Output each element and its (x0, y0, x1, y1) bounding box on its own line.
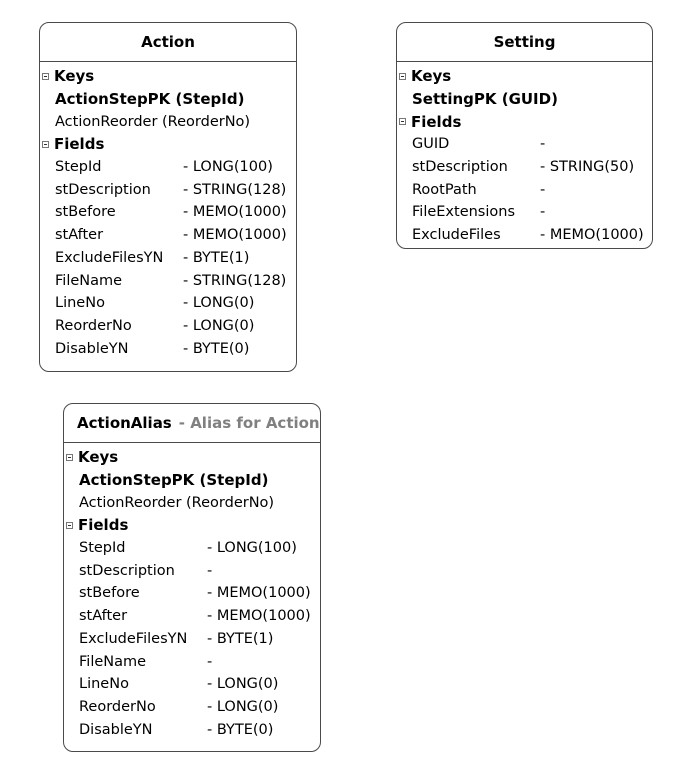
field-name: FileName (55, 272, 123, 289)
field-name: DisableYN (79, 721, 153, 738)
fields-section-header[interactable] (397, 110, 652, 133)
field-row (40, 247, 296, 270)
field-type: - LONG(0) (207, 698, 279, 715)
field-row (40, 315, 296, 338)
field-name: StepId (79, 540, 126, 557)
section-label: Keys (54, 67, 95, 86)
field-name: StepId (55, 159, 102, 176)
field-type: - MEMO(1000) (207, 585, 311, 602)
field-row (64, 696, 320, 719)
field-type: - MEMO(1000) (207, 608, 311, 625)
entity-header (397, 23, 652, 62)
field-row (64, 718, 320, 741)
field-name: stAfter (55, 227, 104, 244)
keys-section-header[interactable] (397, 65, 652, 88)
field-name: LineNo (79, 676, 129, 693)
field-row (397, 201, 652, 224)
field-name: stDescription (412, 159, 508, 176)
entity-title: Setting (493, 33, 556, 51)
section-label: Fields (54, 135, 105, 154)
field-type: - LONG(0) (183, 317, 255, 334)
field-type: - MEMO(1000) (183, 227, 287, 244)
alias-note: - Alias for Action (178, 414, 320, 432)
key-row: ActionStepPK (StepId) (79, 471, 269, 490)
field-row (40, 292, 296, 315)
entity-header (64, 404, 320, 443)
field-row (40, 269, 296, 292)
collapse-icon[interactable] (42, 73, 49, 80)
section-label: Keys (411, 67, 452, 86)
field-row (64, 559, 320, 582)
field-name: FileName (79, 653, 147, 670)
field-name: ReorderNo (79, 698, 156, 715)
field-type: - LONG(0) (183, 295, 255, 312)
fields-section-header[interactable] (64, 514, 320, 537)
field-type: - BYTE(0) (183, 340, 250, 357)
key-row: ActionReorder (ReorderNo) (79, 494, 275, 511)
entity-title: ActionAlias (77, 414, 172, 432)
field-name: stDescription (79, 562, 175, 579)
field-type: - BYTE(0) (207, 721, 274, 738)
field-row (397, 224, 652, 247)
collapse-icon[interactable] (399, 118, 406, 125)
field-row (40, 178, 296, 201)
field-name: RootPath (412, 181, 477, 198)
field-type: - (207, 562, 213, 579)
field-type: - STRING(50) (540, 159, 635, 176)
keys-section-header[interactable] (64, 446, 320, 469)
field-type: - LONG(0) (207, 676, 279, 693)
collapse-icon[interactable] (66, 454, 73, 461)
collapse-icon[interactable] (42, 141, 49, 148)
key-row: SettingPK (GUID) (412, 90, 558, 109)
collapse-icon[interactable] (399, 73, 406, 80)
field-name: FileExtensions (412, 204, 516, 221)
entity-title: Action (141, 33, 195, 51)
field-name: ReorderNo (55, 317, 132, 334)
field-row (397, 156, 652, 179)
field-row (64, 673, 320, 696)
field-type: - (540, 204, 546, 221)
field-row (40, 201, 296, 224)
field-type: - LONG(100) (183, 159, 273, 176)
field-name: ExcludeFilesYN (55, 249, 164, 266)
field-type: - MEMO(1000) (183, 204, 287, 221)
field-row (397, 133, 652, 156)
field-name: stBefore (55, 204, 116, 221)
field-type: - LONG(100) (207, 540, 297, 557)
field-type: - BYTE(1) (183, 249, 250, 266)
field-name: ExcludeFiles (412, 227, 501, 244)
field-row (64, 537, 320, 560)
entity-action[interactable] (39, 22, 297, 372)
entity-action-alias[interactable] (63, 403, 321, 752)
collapse-icon[interactable] (66, 522, 73, 529)
field-name: LineNo (55, 295, 105, 312)
field-type: - (540, 136, 546, 153)
entity-header (40, 23, 296, 62)
field-name: DisableYN (55, 340, 129, 357)
field-name: GUID (412, 136, 450, 153)
field-row (397, 178, 652, 201)
section-label: Fields (411, 112, 462, 131)
section-label: Keys (78, 448, 119, 467)
field-name: stDescription (55, 181, 151, 198)
field-row (40, 156, 296, 179)
section-label: Fields (78, 516, 129, 535)
key-row: ActionReorder (ReorderNo) (55, 113, 251, 130)
field-row (64, 605, 320, 628)
field-name: ExcludeFilesYN (79, 630, 188, 647)
field-row (40, 337, 296, 360)
field-type: - MEMO(1000) (540, 227, 644, 244)
key-row: ActionStepPK (StepId) (55, 90, 245, 109)
field-type: - STRING(128) (183, 181, 287, 198)
fields-section-header[interactable] (40, 133, 296, 156)
field-name: stBefore (79, 585, 140, 602)
entity-setting[interactable] (396, 22, 653, 249)
keys-section-header[interactable] (40, 65, 296, 88)
field-name: stAfter (79, 608, 128, 625)
field-row (64, 628, 320, 651)
field-type: - (207, 653, 213, 670)
field-type: - BYTE(1) (207, 630, 274, 647)
field-type: - STRING(128) (183, 272, 287, 289)
field-row (40, 224, 296, 247)
field-type: - (540, 181, 546, 198)
field-row (64, 582, 320, 605)
field-row (64, 650, 320, 673)
